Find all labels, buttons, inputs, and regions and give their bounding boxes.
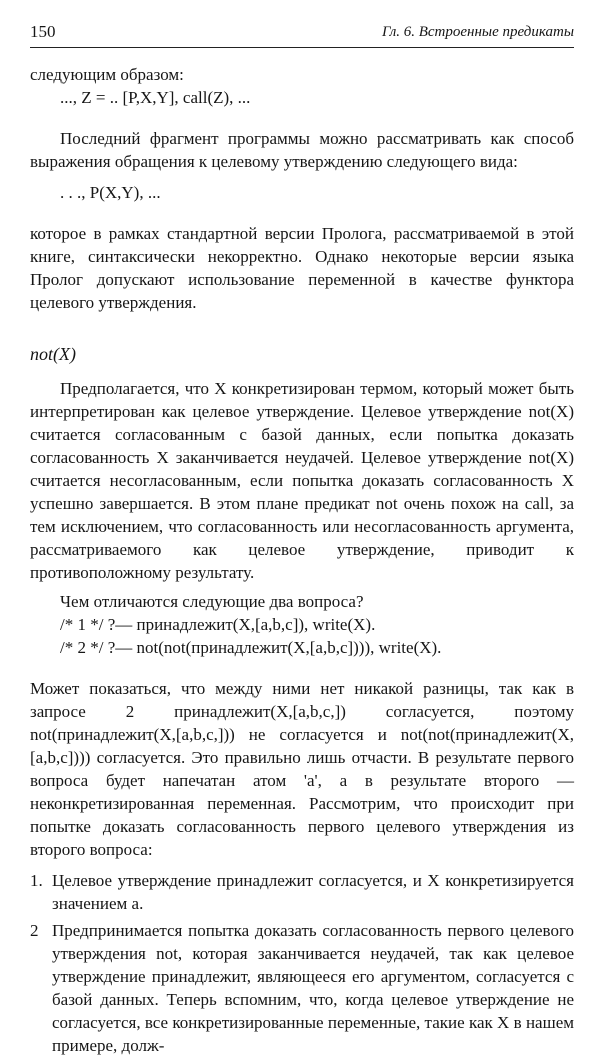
list-item-text: Предпринимается попытка доказать согласованность первого целевого утверждения not, которая заканчивается неудачей, так как целевое утверждение принадлежит, являющееся его аргументом, согласуется с базой данных. Теперь вспомним, что, когда целевое утверждение не согласуется, все конкретизированные переменные, такие как X в нашем примере, долж- [52, 921, 574, 1055]
paragraph-intro: следующим образом: [30, 65, 184, 84]
list-item-number: 1. [30, 871, 43, 890]
header-rule [30, 47, 574, 48]
section-heading: not(X) [30, 344, 76, 364]
list-item-text: Целевое утверждение принадлежит согласуется, и X конкретизируется значением a. [52, 871, 574, 913]
running-header [30, 22, 574, 48]
list-item-number: 2 [30, 921, 39, 940]
paragraph-explanation: Может показаться, что между ними нет никакой разницы, так как в запросе 2 принадлежит(X,[a,b,c,]) согласуется, поэтому not(принадлежит(X,[a,b,c,])) не согласуется и not(not(принадлежит(X,[a,b,c]))) согласуется. Это правильно лишь отчасти. В результате первого вопроса будет напечатан атом 'а', а в результате второго — неконкретизированная переменная. Рассмотрим, что происходит при попытке доказать согласованность первого целевого утверждения из второго вопроса: [30, 679, 574, 859]
chapter-title: Гл. 6. Встроенные предикаты [381, 24, 574, 40]
list-item [30, 919, 574, 1057]
paragraph-fragment: Последний фрагмент программы можно рассматривать как способ выражения обращения к целевому утверждению следующего вида: [30, 129, 574, 171]
query-1: /* 1 */ ?— принадлежит(X,[a,b,c]), write(X). [60, 615, 376, 634]
paragraph-not-definition: Предполагается, что X конкретизирован термом, который может быть интерпретирован как целевое утверждение. Целевое утверждение not(X) считается согласованным с базой данных, если попытка доказать согласованность X заканчивается неудачей. Целевое утверждение not(X) считается несогласованным, если попытка доказать согласованность X успешно завершается. В этом плане предикат not очень похож на call, за тем исключением, что согласованность или несогласованность аргумента, рассматриваемого как целевое утверждение, приводит к противоположному результату. [30, 379, 574, 582]
query-2: /* 2 */ ?— not(not(принадлежит(X,[a,b,c]))), write(X). [60, 638, 442, 657]
code-example-univ: ..., Z = .. [P,X,Y], call(Z), ... [60, 88, 251, 107]
book-page [30, 22, 574, 1057]
page-number: 150 [30, 22, 56, 41]
paragraph-question: Чем отличаются следующие два вопроса? [60, 592, 364, 611]
paragraph-syntax: которое в рамках стандартной версии Пролога, рассматриваемой в этой книге, синтаксически некорректно. Однако некоторые версии языка Пролог допускают использование переменной в качестве функтора целевого утверждения. [30, 224, 574, 312]
list-item [30, 869, 574, 915]
code-example-goal: . . ., P(X,Y), ... [60, 183, 161, 202]
